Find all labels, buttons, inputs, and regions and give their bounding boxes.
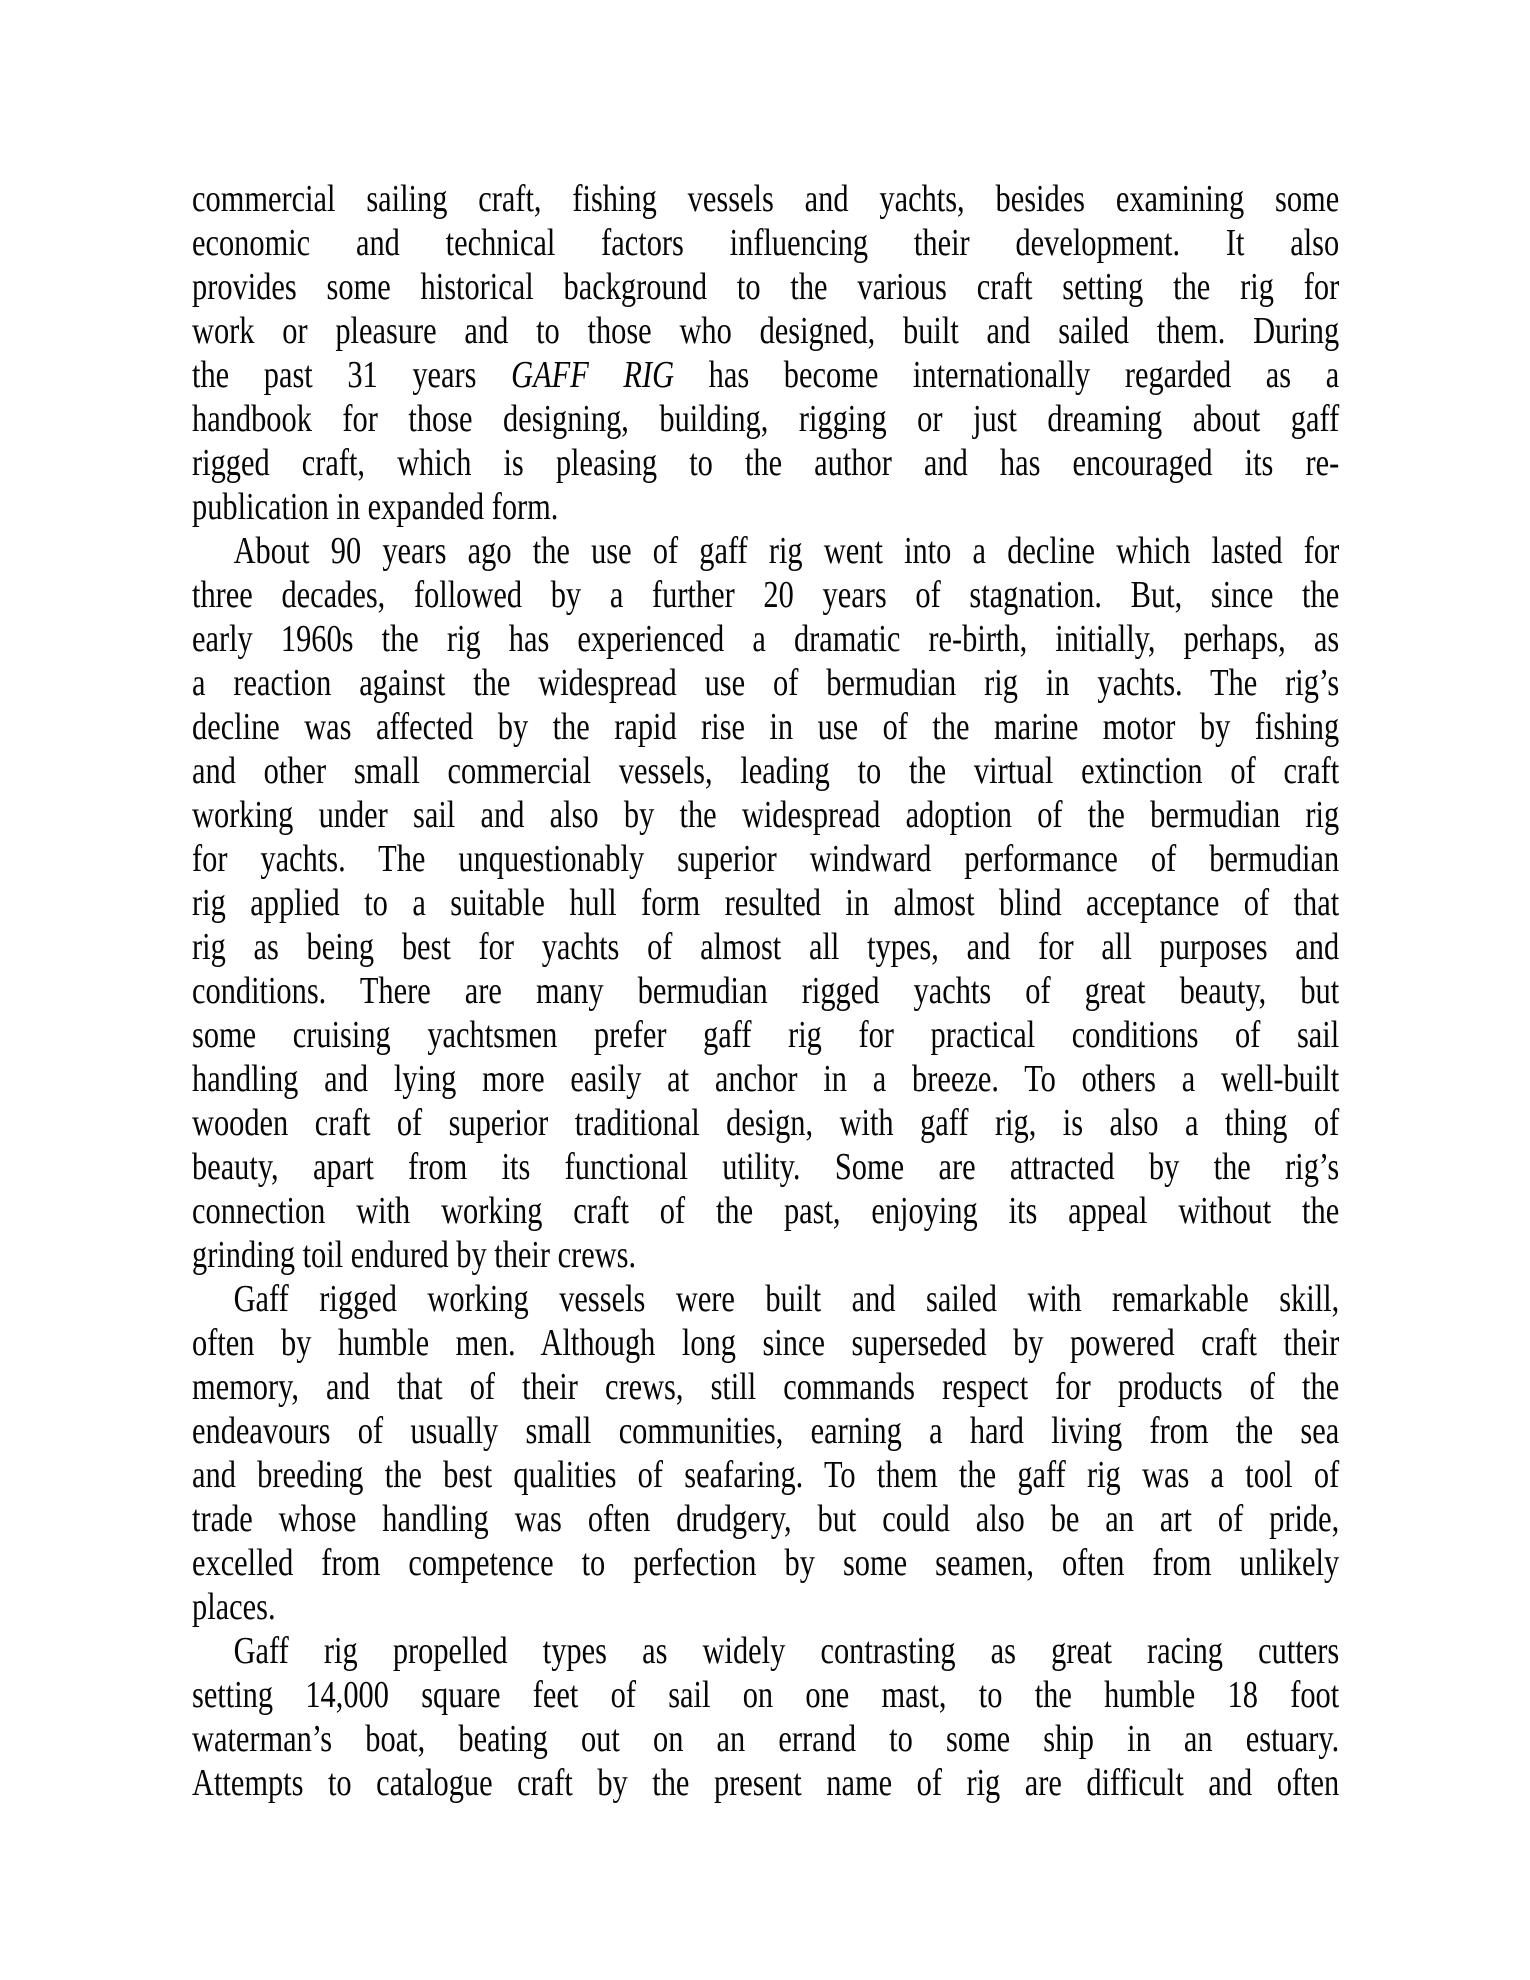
text-segment: decline was affected by the rapid rise in use of the marine motor by fishing: [192, 706, 1340, 748]
italic-book-title: GAFF RIG: [511, 354, 675, 396]
text-line: [192, 1013, 1339, 1057]
text-segment: beauty, apart from its functional utility. Some are attracted by the rig’s: [192, 1146, 1340, 1188]
text-segment: excelled from competence to perfection by some seamen, often from unlikely: [192, 1542, 1340, 1584]
text-line: [192, 177, 1339, 221]
text-line: [192, 1629, 1339, 1673]
paragraph-1: [192, 177, 1339, 529]
text-segment: connection with working craft of the past, enjoying its appeal without the: [192, 1190, 1340, 1232]
text-line: [192, 1673, 1339, 1717]
text-line: [192, 529, 1339, 573]
paragraph-3: [192, 1277, 1339, 1629]
text-line: [192, 881, 1339, 925]
text-line: [192, 1453, 1339, 1497]
text-segment: Gaff rigged working vessels were built and sailed with remarkable skill,: [233, 1278, 1340, 1320]
text-segment: Attempts to catalogue craft by the present name of rig are difficult and often: [192, 1762, 1340, 1804]
text-line: [192, 441, 1339, 485]
text-segment: setting 14,000 square feet of sail on one mast, to the humble 18 foot: [192, 1674, 1340, 1716]
text-segment: economic and technical factors influencing their development. It also: [192, 222, 1340, 264]
text-line: [192, 617, 1339, 661]
text-segment: rigged craft, which is pleasing to the author and has encouraged its re-: [192, 442, 1340, 484]
text-line: [192, 749, 1339, 793]
text-line: [192, 1541, 1339, 1585]
text-block: [192, 177, 1339, 1805]
text-line: [192, 1233, 1339, 1277]
text-segment: rig as being best for yachts of almost all types, and for all purposes and: [192, 926, 1340, 968]
text-segment: working under sail and also by the widespread adoption of the bermudian rig: [192, 794, 1340, 836]
text-line: [192, 309, 1339, 353]
text-segment: Gaff rig propelled types as widely contrasting as great racing cutters: [233, 1630, 1340, 1672]
text-segment: some cruising yachtsmen prefer gaff rig for practical conditions of sail: [192, 1014, 1340, 1056]
text-line: [192, 1365, 1339, 1409]
text-segment: memory, and that of their crews, still commands respect for products of the: [192, 1366, 1340, 1408]
text-segment: the past 31 years: [192, 354, 512, 396]
text-segment: trade whose handling was often drudgery, but could also be an art of pride,: [192, 1498, 1340, 1540]
text-line: [192, 485, 1339, 529]
text-line: [192, 1057, 1339, 1101]
text-line: [192, 397, 1339, 441]
text-segment: commercial sailing craft, fishing vessels and yachts, besides examining some: [192, 178, 1340, 220]
text-segment: for yachts. The unquestionably superior windward performance of bermudian: [192, 838, 1340, 880]
text-line: [192, 837, 1339, 881]
text-line: [192, 1145, 1339, 1189]
text-line: [192, 1189, 1339, 1233]
text-segment: a reaction against the widespread use of bermudian rig in yachts. The rig’s: [192, 662, 1340, 704]
text-segment: often by humble men. Although long since superseded by powered craft their: [192, 1322, 1340, 1364]
text-line: [192, 925, 1339, 969]
text-segment: publication in expanded form.: [192, 486, 559, 528]
text-segment: early 1960s the rig has experienced a dramatic re-birth, initially, perhaps, as: [192, 618, 1340, 660]
text-line: [192, 1409, 1339, 1453]
text-segment: wooden craft of superior traditional design, with gaff rig, is also a thing of: [192, 1102, 1340, 1144]
paragraph-2: [192, 529, 1339, 1277]
text-line: [192, 1321, 1339, 1365]
text-line: [192, 793, 1339, 837]
text-line: [192, 265, 1339, 309]
text-segment: conditions. There are many bermudian rigged yachts of great beauty, but: [192, 970, 1340, 1012]
paragraph-4: [192, 1629, 1339, 1805]
text-segment: endeavours of usually small communities, earning a hard living from the sea: [192, 1410, 1340, 1452]
text-segment: work or pleasure and to those who designed, built and sailed them. During: [192, 310, 1340, 352]
text-line: [192, 1101, 1339, 1145]
text-line: [192, 221, 1339, 265]
text-segment: handbook for those designing, building, rigging or just dreaming about gaff: [192, 398, 1340, 440]
text-segment: rig applied to a suitable hull form resulted in almost blind acceptance of that: [192, 882, 1340, 924]
text-line: [192, 1717, 1339, 1761]
text-line: [192, 969, 1339, 1013]
text-segment: three decades, followed by a further 20 years of stagnation. But, since the: [192, 574, 1340, 616]
text-segment: grinding toil endured by their crews.: [192, 1234, 637, 1276]
text-segment: places.: [192, 1586, 276, 1628]
text-line: [192, 661, 1339, 705]
text-line: [192, 353, 1339, 397]
text-segment: has become internationally regarded as a: [674, 354, 1340, 396]
text-line: [192, 1585, 1339, 1629]
text-line: [192, 1761, 1339, 1805]
text-segment: and breeding the best qualities of seafaring. To them the gaff rig was a tool of: [192, 1454, 1340, 1496]
text-segment: handling and lying more easily at anchor in a breeze. To others a well-built: [192, 1058, 1340, 1100]
text-segment: waterman’s boat, beating out on an errand to some ship in an estuary.: [192, 1718, 1340, 1760]
text-line: [192, 705, 1339, 749]
text-segment: and other small commercial vessels, leading to the virtual extinction of craft: [192, 750, 1340, 792]
text-line: [192, 573, 1339, 617]
text-line: [192, 1497, 1339, 1541]
text-segment: About 90 years ago the use of gaff rig went into a decline which lasted for: [233, 530, 1340, 572]
text-segment: provides some historical background to the various craft setting the rig for: [192, 266, 1340, 308]
text-line: [192, 1277, 1339, 1321]
